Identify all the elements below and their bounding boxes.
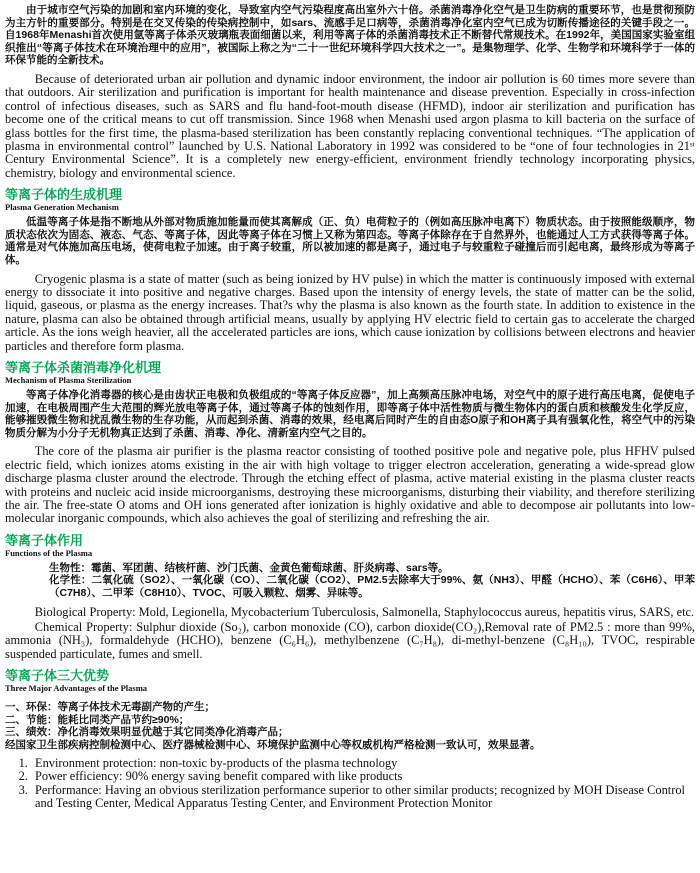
section-heading-functions <box>5 534 695 558</box>
advantage-item-zh: 三、绩效：净化消毒效果明显优越于其它同类净化消毒产品； <box>5 726 289 739</box>
chemical-property-en: Chemical Property: Sulphur dioxide (So₂), carbon monoxide (CO), carbon dioxide(CO₂),Removal rate of PM2.5 : more than 99%, ammonia (NH₃), formaldehyde (HCHO), benzene (C₆H₆), methylbenzene (C₇H₈), di-methyl-benzene (C₈H₁₀), TVOC, respirable suspended particulate, fumes and smell. <box>5 620 695 661</box>
advantage-item-en: 1. Environment protection: non-toxic by-products of the plasma technology <box>31 757 695 771</box>
advantage-list-en <box>5 757 695 811</box>
intro-paragraph-en: Because of deteriorated urban air pollution and dynamic indoor environment, the indoor air pollution is 60 times more severe than that outdoors. Air sterilization and purification is important for health maintenance and disease prevention. Especially in cross-infection control of infectious diseases, such as SARS and flu hand-foot-mouth disease (HFMD), indoor air sterilization and purification has become one of the critical means to cut off transmission. Since 1968 when Menashi used argon plasma to kill bacteria on the surface of glass bottles for the first time, the plasma-based sterilization has been constantly replacing conventional techniques. “The application of plasma in environmental control” launched by U.S. National Laboratory in 1992 was considered to be “one of four technologies in 21ˢᵗ Century Environmental Science”. It is a completely new energy-efficient, environment friendly technology incorporating physics, chemistry, biology and environmental science. <box>5 71 695 180</box>
section-heading-advantages <box>5 669 695 693</box>
chemical-property-zh: 化学性：二氧化硫（SO2）、一氧化碳（CO）、二氧化碳（CO2）、PM2.5去除率大于99%、氨（NH3）、甲醛（HCHO）、苯（C6H6）、甲苯（C7H8）、二甲苯（C8H10）、TVOC、可吸入颗粒、烟雾、异味等。 <box>49 574 695 600</box>
section-title-zh: 等离子体三大优势 <box>5 668 110 684</box>
advantage-item-zh: 一、环保：等离子体技术无毒副产物的产生； <box>5 701 215 714</box>
section-title-en: Mechanism of Plasma Sterilization <box>5 375 132 386</box>
section-title-en: Plasma Generation Mechanism <box>5 202 119 213</box>
advantage-item-en: 3. Performance: Having an obvious sterilization performance superior to other similar products; recognized by MOH Disease Control and Testing Center, Medical Apparatus Testing Center, and Environment Protection Monitor <box>31 784 695 811</box>
generation-paragraph-zh: 低温等离子体是指不断地从外部对物质施加能量而使其离解成（正、负）电荷粒子的（例如高压脉冲电离下）物质状态。由于按照能级顺序，物质状态依次为固态、液态、气态、等离子体，因此等离子体在习惯上又称为第四态。等离子体除存在于自然界外，也能通过人工方式获得等离子体。通常是对气体施加高压电场，使荷电粒子加速。由于离子较重，所以被加速的都是离子，通过电子与较重粒子碰撞后而引起电离，最终形成为等离子体。 <box>5 216 695 266</box>
sterilization-paragraph-en: The core of the plasma air purifier is the plasma reactor consisting of toothed positive pole and negative pole, plus HFHV pulsed electric field, which ionizes atoms existing in the air with high voltage to trigger electron acceleration, generating a wide-spread glow discharge plasma cluster around the electrode. Through the etching effect of plasma, active material existing in the plasma cluster reacts with proteins and nucleic acid inside microorganisms, destroying these microorganisms, disturbing their viability, and therefore sterilizing the air. The free-state O atoms and OH ions generated after ionization is highly oxidative and able to decompose air pollutants into low-molecular inorganic compounds, which also achieves the goal of sterilizing and refreshing the air. <box>5 444 695 526</box>
advantage-note-zh: 经国家卫生部疾病控制检测中心、医疗器械检测中心、环境保护监测中心等权威机构严格检测一致认可，效果显著。 <box>5 739 541 752</box>
biological-property-zh: 生物性：霉菌、军团菌、结核杆菌、沙门氏菌、金黄色葡萄球菌、肝炎病毒、sars等。 <box>49 561 449 574</box>
section-heading-sterilization <box>5 361 695 385</box>
section-heading-generation <box>5 188 695 212</box>
sterilization-paragraph-zh: 等离子体净化消毒器的核心是由齿状正电极和负极组成的“等离子体反应器”，加上高频高压脉冲电场，对空气中的原子进行高压电离，促使电子加速，在电极周围产生大范围的辉光放电等离子体，通过等离子体的蚀刻作用，即等离子体中活性物质与微生物体内的蛋白质和核酸发生化学反应，能够摧毁微生物和扰乱微生物的生存功能，从而起到杀菌、消毒的效果，经电离后同时产生的自由态O原子和OH离子具有强氧化性，将空气中的污染物质分解为小分子无机物真正达到了杀菌、消毒、净化、清新室内空气之目的。 <box>5 389 695 439</box>
section-title-en: Functions of the Plasma <box>5 547 93 558</box>
generation-paragraph-en: Cryogenic plasma is a state of matter (such as being ionized by HV pulse) in which the matter is continuously imposed with external energy to dissociate it into positive and negative charges. Based upon the intensity of energy levels, the state of matter can be the solid, liquid, gaseous, or plasma as the energy increases. That?s why the plasma is also known as the fourth state. In addition to existence in the nature, plasma can also be obtained through artificial means, usually by applying HV electric field to certain gas to accelerate the charged article. As the ions weigh heavier, all the accelerated particles are ions, which cause ionization by collisions between electrons and heavier particles and therefore form plasma. <box>5 271 695 353</box>
section-title-zh: 等离子体杀菌消毒净化机理 <box>5 360 162 376</box>
advantage-item-en: 2. Power efficiency: 90% energy saving benefit compared with like products <box>31 770 695 784</box>
section-title-en: Three Major Advantages of the Plasma <box>5 683 148 694</box>
biological-property-en: Biological Property: Mold, Legionella, Mycobacterium Tuberculosis, Salmonella, Staphylococcus aureus, hepatitis virus, SARS, etc. <box>34 604 695 619</box>
intro-paragraph-zh: 由于城市空气污染的加剧和室内环境的变化，导致室内空气污染程度高出室外六十倍。杀菌消毒净化空气是卫生防病的重要环节，也是贯彻预防为主方针的重要部分。特别是在交叉传染的传染病控制中，如sars、流感手足口病等，杀菌消毒净化室内空气已成为切断传播途径的关键手段之一。自1968年Menashi首次使用氩等离子体杀灭玻璃瓶表面细菌以来，利用等离子体的杀菌消毒技术正不断替代常规技术。在1992年，美国国家实验室组织推出“等离子体技术在环境治理中的应用”，被国际上称之为“二十一世纪环境科学四大技术之一”。是集物理学、化学、生物学和环境科学于一体的环保节能的全新技术。 <box>5 4 695 67</box>
section-title-zh: 等离子体的生成机理 <box>5 187 123 203</box>
section-title-zh: 等离子体作用 <box>5 532 84 548</box>
advantage-item-zh: 二、节能：能耗比同类产品节约≥90%； <box>5 713 190 726</box>
